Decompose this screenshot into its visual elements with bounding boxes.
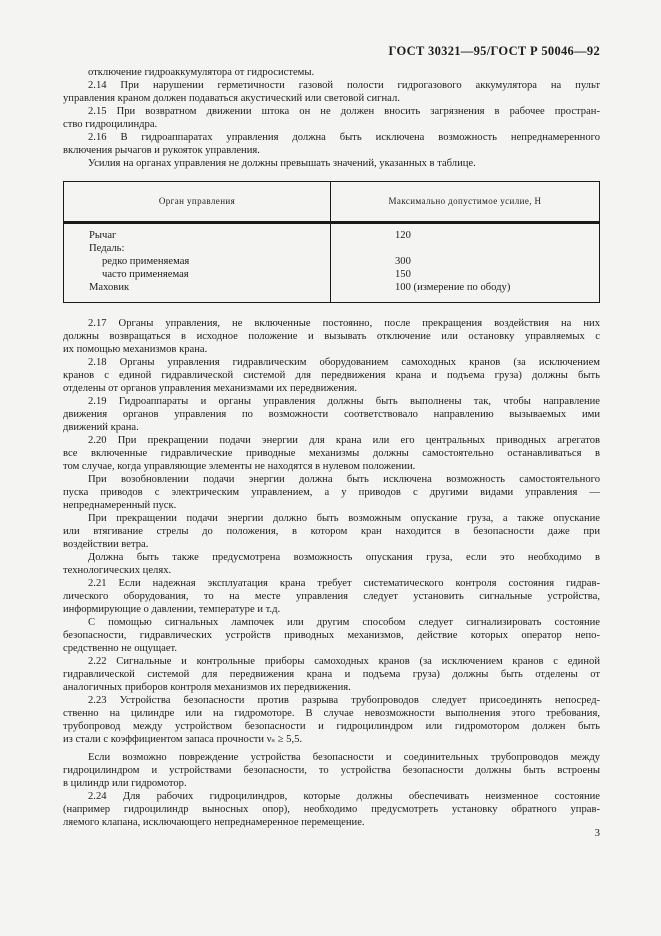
paragraph — [63, 434, 600, 473]
text-line: управления краном должен подаваться акустический или световой сигнал. — [63, 93, 400, 104]
text-line: лического оборудования, то на месте управления следует установить сигнальные устройства, — [63, 591, 600, 602]
text-line: 2.16 В гидроаппаратах управления должна быть исключена возможность непреднамеренного — [88, 132, 600, 143]
text-line: информирующие о давлении, температуре и т.д. — [63, 604, 281, 615]
text-line: ственно на цилиндре или на гидромоторе. В случае невозможности выполнения этого требования, — [63, 708, 600, 719]
paragraph — [63, 577, 600, 616]
text-line: движения органов управления по возможности соответствовало направлению вызываемых ими — [63, 409, 600, 420]
table-cell-force — [395, 242, 599, 255]
text-line: кранов с единой гидравлической системой для передвижения крана и подъема груза) должны быть — [63, 370, 600, 381]
table-column-organ — [64, 224, 331, 302]
text-line: Усилия на органах управления не должны превышать значений, указанных в таблице. — [88, 158, 476, 169]
table-cell-organ: Маховик — [89, 282, 130, 293]
table-cell-force: 120 — [395, 230, 411, 241]
text-line: отделены от органов управления механизмами их передвижения. — [63, 383, 358, 394]
text-line: 2.20 При прекращении подачи энергии для крана или его центральных приводных агрегатов — [88, 435, 600, 446]
paragraph — [63, 751, 600, 790]
text-line: все включенные гидравлические приводные механизмы должны самостоятельно останавливаться в — [63, 448, 600, 459]
table-cell-organ: Педаль: — [89, 243, 125, 254]
paragraph — [63, 694, 600, 746]
text-line: 2.23 Устройства безопасности против разрыва трубопроводов следует присоединять непосред- — [88, 695, 600, 706]
text-line: аналогичных приборов контроля механизмов их передвижения. — [63, 682, 351, 693]
column-header-organ: Орган управления — [64, 182, 331, 221]
text-line: С помощью сигнальных лампочек или другим способом следует сигнализировать состояние — [88, 617, 600, 628]
text-line: Должна быть также предусмотрена возможность опускания груза, если это необходимо в — [88, 552, 600, 563]
paragraph — [63, 551, 600, 577]
table-cell-force: 100 (измерение по ободу) — [395, 282, 511, 293]
text-line: 2.22 Сигнальные и контрольные приборы самоходных кранов (за исключением кранов с единой — [88, 656, 600, 667]
table-cell-force: 300 — [395, 256, 411, 267]
text-line: трубопровод между устройством безопасности и гидроцилиндром или гидромотором должен быть — [63, 721, 600, 732]
control-force-table — [63, 181, 600, 303]
text-line: непреднамеренный пуск. — [63, 500, 177, 511]
paragraph — [63, 105, 600, 131]
paragraph — [63, 131, 600, 157]
text-line: пуска приводов с электрическим управлением, а у приводов с другими видами управления — — [63, 487, 600, 498]
text-line: 2.14 При нарушении герметичности газовой полости гидрогазового аккумулятора на пульт — [88, 80, 600, 91]
paragraphs-before-table — [63, 66, 600, 170]
text-line: включения рычагов и рукояток управления. — [63, 145, 260, 156]
paragraph — [63, 616, 600, 655]
paragraph — [63, 79, 600, 105]
text-line: ство гидроцилиндра. — [63, 119, 158, 130]
text-line: При прекращении подачи энергии должно быть возможным опускание груза, а также опускание — [88, 513, 600, 524]
text-line: (например гидроцилиндр выносных опор), необходимо предусмотреть установку обратного управ- — [63, 804, 600, 815]
column-header-force: Максимально допустимое усилие, Н — [388, 196, 542, 206]
text-line: ляемого клапана, исключающего непреднамеренное перемещение. — [63, 817, 365, 828]
text-line: 2.17 Органы управления, не включенные постоянно, после прекращения воздействия на них — [88, 318, 600, 329]
paragraph — [63, 655, 600, 694]
text-line: отключение гидроаккумулятора от гидросистемы. — [88, 67, 315, 78]
paragraph — [63, 473, 600, 512]
text-line: из стали с коэффициентом запаса прочности νₛ ≥ 5,5. — [63, 734, 303, 745]
text-line: в цилиндр или гидромотор. — [63, 778, 187, 789]
text-line: средственно не ощущает. — [63, 643, 178, 654]
text-line: гидроцилиндром и устройствами безопасности, то устройства безопасности должны быть встроены — [63, 765, 600, 776]
text-line: 2.21 Если надежная эксплуатация крана требует систематического контроля состояния гидрав- — [88, 578, 600, 589]
text-line: или втягивание стрелы до положения, в котором кран находится в безопасности даже при — [63, 526, 600, 537]
table-header-row — [64, 182, 599, 224]
text-line: 2.18 Органы управления гидравлическим оборудованием самоходных кранов (за исключением — [88, 357, 600, 368]
table-cell-organ: Рычаг — [89, 230, 117, 241]
table-body — [64, 224, 599, 302]
text-line: их помощью механизмов крана. — [63, 344, 208, 355]
paragraph — [63, 512, 600, 551]
text-line: движений крана. — [63, 422, 139, 433]
table-cell-force: 150 — [395, 269, 411, 280]
paragraphs-after-table — [63, 317, 600, 829]
text-line: 2.24 Для рабочих гидроцилиндров, которые должны обеспечивать неизменное состояние — [88, 791, 600, 802]
standard-reference-header: ГОСТ 30321—95/ГОСТ Р 50046—92 — [388, 44, 600, 58]
text-line: гидравлической системой для передвижения крана и подъема груза) должны быть отделены от — [63, 669, 600, 680]
paragraph — [63, 157, 600, 170]
text-line: воздействии ветра. — [63, 539, 149, 550]
table-cell-organ: часто применяемая — [102, 269, 189, 280]
text-line: технологических целях. — [63, 565, 172, 576]
document-body — [63, 66, 600, 829]
paragraph — [63, 790, 600, 829]
text-line: том случае, когда управляющие элементы не находятся в нулевом положении. — [63, 461, 416, 472]
text-line: 2.15 При возвратном движении штока он не должен вносить загрязнения в рабочее простран- — [88, 106, 600, 117]
text-line: Если возможно повреждение устройства безопасности и соединительных трубопроводов между — [88, 752, 600, 763]
text-line: должны возвращаться в исходное положение и вызывать отключение или остановку управляемых с — [63, 331, 600, 342]
text-line: 2.19 Гидроаппараты и органы управления должны быть выполнены так, чтобы направление — [88, 396, 600, 407]
table-cell-organ: редко применяемая — [102, 256, 190, 267]
paragraph — [63, 395, 600, 434]
page-number: 3 — [594, 827, 600, 839]
paragraph — [63, 317, 600, 356]
text-line: безопасности, гидравлических устройств приводных механизмов, действие которых оператор непо- — [63, 630, 600, 641]
paragraph — [63, 66, 600, 79]
table-column-force — [331, 224, 599, 302]
paragraph — [63, 356, 600, 395]
text-line: При возобновлении подачи энергии должна быть исключена возможность самостоятельного — [88, 474, 600, 485]
